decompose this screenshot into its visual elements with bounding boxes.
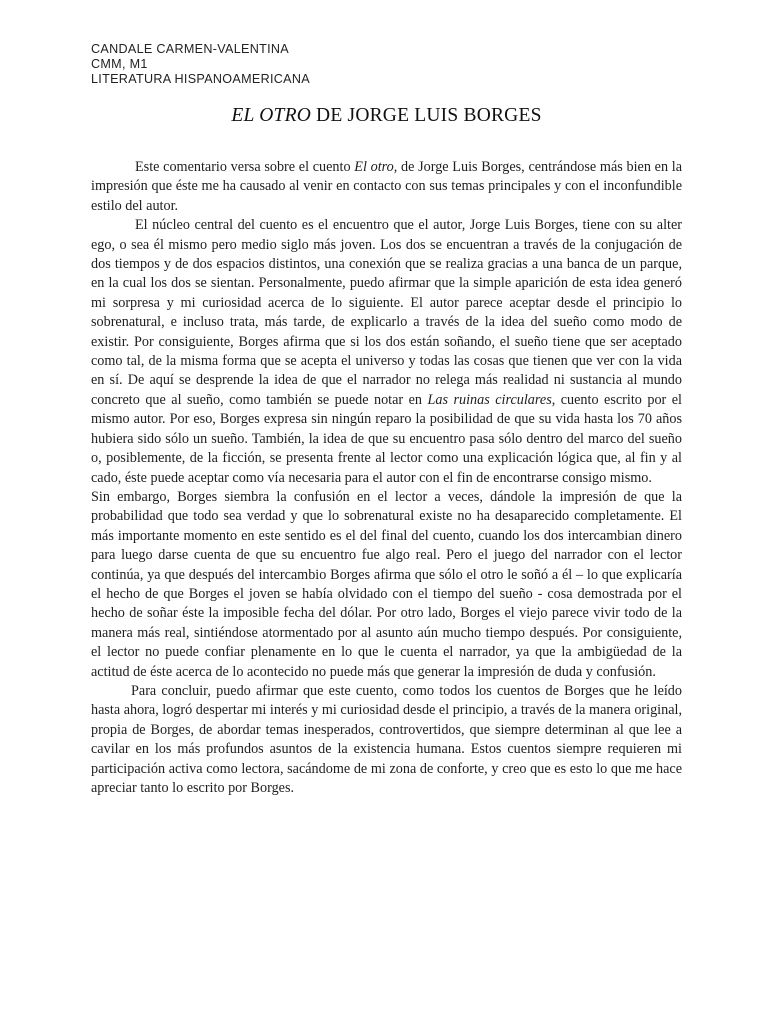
author-name: CANDALE CARMEN-VALENTINA [91,42,290,56]
course-name: LITERATURA HISPANOAMERICANA [91,72,310,86]
page-title [91,105,682,127]
paragraph-2 [91,216,682,488]
essay-body [91,158,682,798]
paragraph-1 [91,158,682,216]
class-info: CMM, M1 [91,57,148,71]
p2-text-b: , cuento escrito por el mismo autor. Por eso, Borges expresa sin ningún reparo la posibilidad de que su vida hasta los 70 años hubiera sido sólo un sueño. También, la idea de que su encuentro pasa sólo dentro del marco del sueño o, posiblemente, de la ficción, se presenta frente al lector como una explicación lógica que, al fin y al cado, éste puede aceptar como vía necesaria para el autor con el fin de encontrarse consigo mismo. [91,391,682,486]
header-block [91,42,682,87]
p1-text-a: Este comentario versa sobre el cuento [135,159,355,175]
p1-text-b: , de Jorge Luis Borges, centrándose más bien en la impresión que éste me ha causado al venir en contacto con sus temas principales y con el inconfundible estilo del autor. [91,159,682,214]
paragraph-4: Para concluir, puedo afirmar que este cuento, como todos los cuentos de Borges que he leído hasta ahora, logró despertar mi interés y mi curiosidad desde el principio, a través de la manera original, propia de Borges, de abordar temas inesperados, controvertidos, que siempre determinan al que lee a cavilar en los más profundos asuntos de la existencia humana. Estos cuentos siempre requieren mi participación activa como lectora, sacándome de mi zona de conforte, y creo que es esto lo que me hace apreciar tanto lo escrito por Borges. [91,682,682,796]
title-rest: DE JORGE LUIS BORGES [310,105,542,126]
p2-text-a: El núcleo central del cuento es el encuentro que el autor, Jorge Luis Borges, tiene con su alter ego, o sea él mismo pero medio siglo más joven. Los dos se encuentran a través de la conjugación de dos tiempos y de dos espacios distintos, una conexión que se realiza gracias a una banca de un parque, en la cual los dos se sientan. Personalmente, puedo afirmar que la simple aparición de esta idea generó mi sorpresa y mi curiosidad acerca de lo siguiente. El autor parece aceptar desde el principio lo sobrenatural, e incluso trata, más tarde, de explicarlo a través de la idea del sueño como modo de existir. Por consiguiente, Borges afirma que si los dos están soñando, el sueño tiene que ser aceptado como tal, de la misma forma que se acepta el universo y todas las cosas que tienen que ver con la vida en sí. De aquí se desprende la idea de que el narrador no relega más realidad ni sustancia al mundo concreto que al sueño, como también se puede notar en [91,217,682,408]
paragraph-3: Sin embargo, Borges siembra la confusión en el lector a veces, dándole la impresión de que la probabilidad que todo sea verdad y que lo sobrenatural existe no ha desaparecido completamente. El más importante momento en este sentido es el del final del cuento, cuando los dos intercambian dinero para luego darse cuenta de que su encuentro fue algo real. Pero el juego del narrador con el lector continúa, ya que después del intercambio Borges afirma que sólo el otro le soñó a él – lo que explicaría el hecho de que Borges el joven se había olvidado con el tiempo del sueño - cosa demostrada por el hecho de soñar éste la imposible fecha del dólar. Por otro lado, Borges el viejo parece vivir todo de la manera más real, sintiéndose atormentado por al asunto aún mucho tiempo después. Por consiguiente, el lector no puede confiar plenamente en lo que le cuenta el narrador, ya que la ambigüedad de la actitud de éste acerca de lo acontecido no puede más que generar la impresión de duda y confusión. [91,488,682,680]
p2-italic-title: Las ruinas circulares [427,391,552,408]
p1-italic-title: El otro [354,159,394,175]
title-work: EL OTRO [231,105,311,126]
